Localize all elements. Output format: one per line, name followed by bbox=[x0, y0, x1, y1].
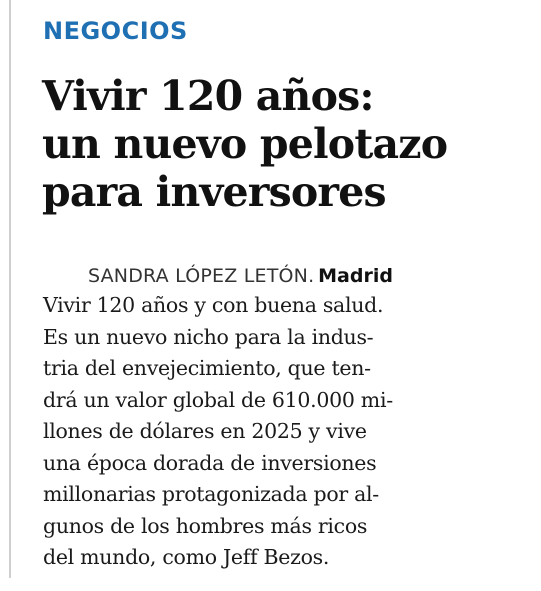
body-line: tria del envejecimiento, que ten- bbox=[43, 356, 371, 380]
byline-separator: . bbox=[308, 265, 315, 287]
headline-line: un nuevo pelotazo bbox=[42, 120, 448, 168]
body-line: gunos de los hombres más ricos bbox=[43, 513, 368, 538]
byline bbox=[88, 262, 393, 292]
body-line: Vivir 120 años y con buena salud. bbox=[43, 293, 384, 317]
body-line: una época dorada de inversiones bbox=[43, 450, 377, 475]
body-line: millonarias protagonizada por al- bbox=[43, 482, 379, 506]
body-line: llones de dólares en 2025 y vive bbox=[43, 419, 367, 443]
column-rule bbox=[9, 0, 11, 578]
headline-line: Vivir 120 años: bbox=[42, 72, 374, 120]
byline-author: SANDRA LÓPEZ LETÓN bbox=[88, 265, 309, 287]
body-line: del mundo, como Jeff Bezos. bbox=[43, 545, 330, 569]
article-body bbox=[43, 290, 513, 574]
body-line: Es un nuevo nicho para la indus- bbox=[43, 324, 374, 349]
byline-location: Madrid bbox=[318, 265, 393, 287]
body-line: drá un valor global de 610.000 mi- bbox=[43, 387, 393, 412]
section-label: NEGOCIOS bbox=[43, 17, 188, 45]
headline-line: para inversores bbox=[42, 168, 386, 216]
headline bbox=[42, 72, 512, 216]
